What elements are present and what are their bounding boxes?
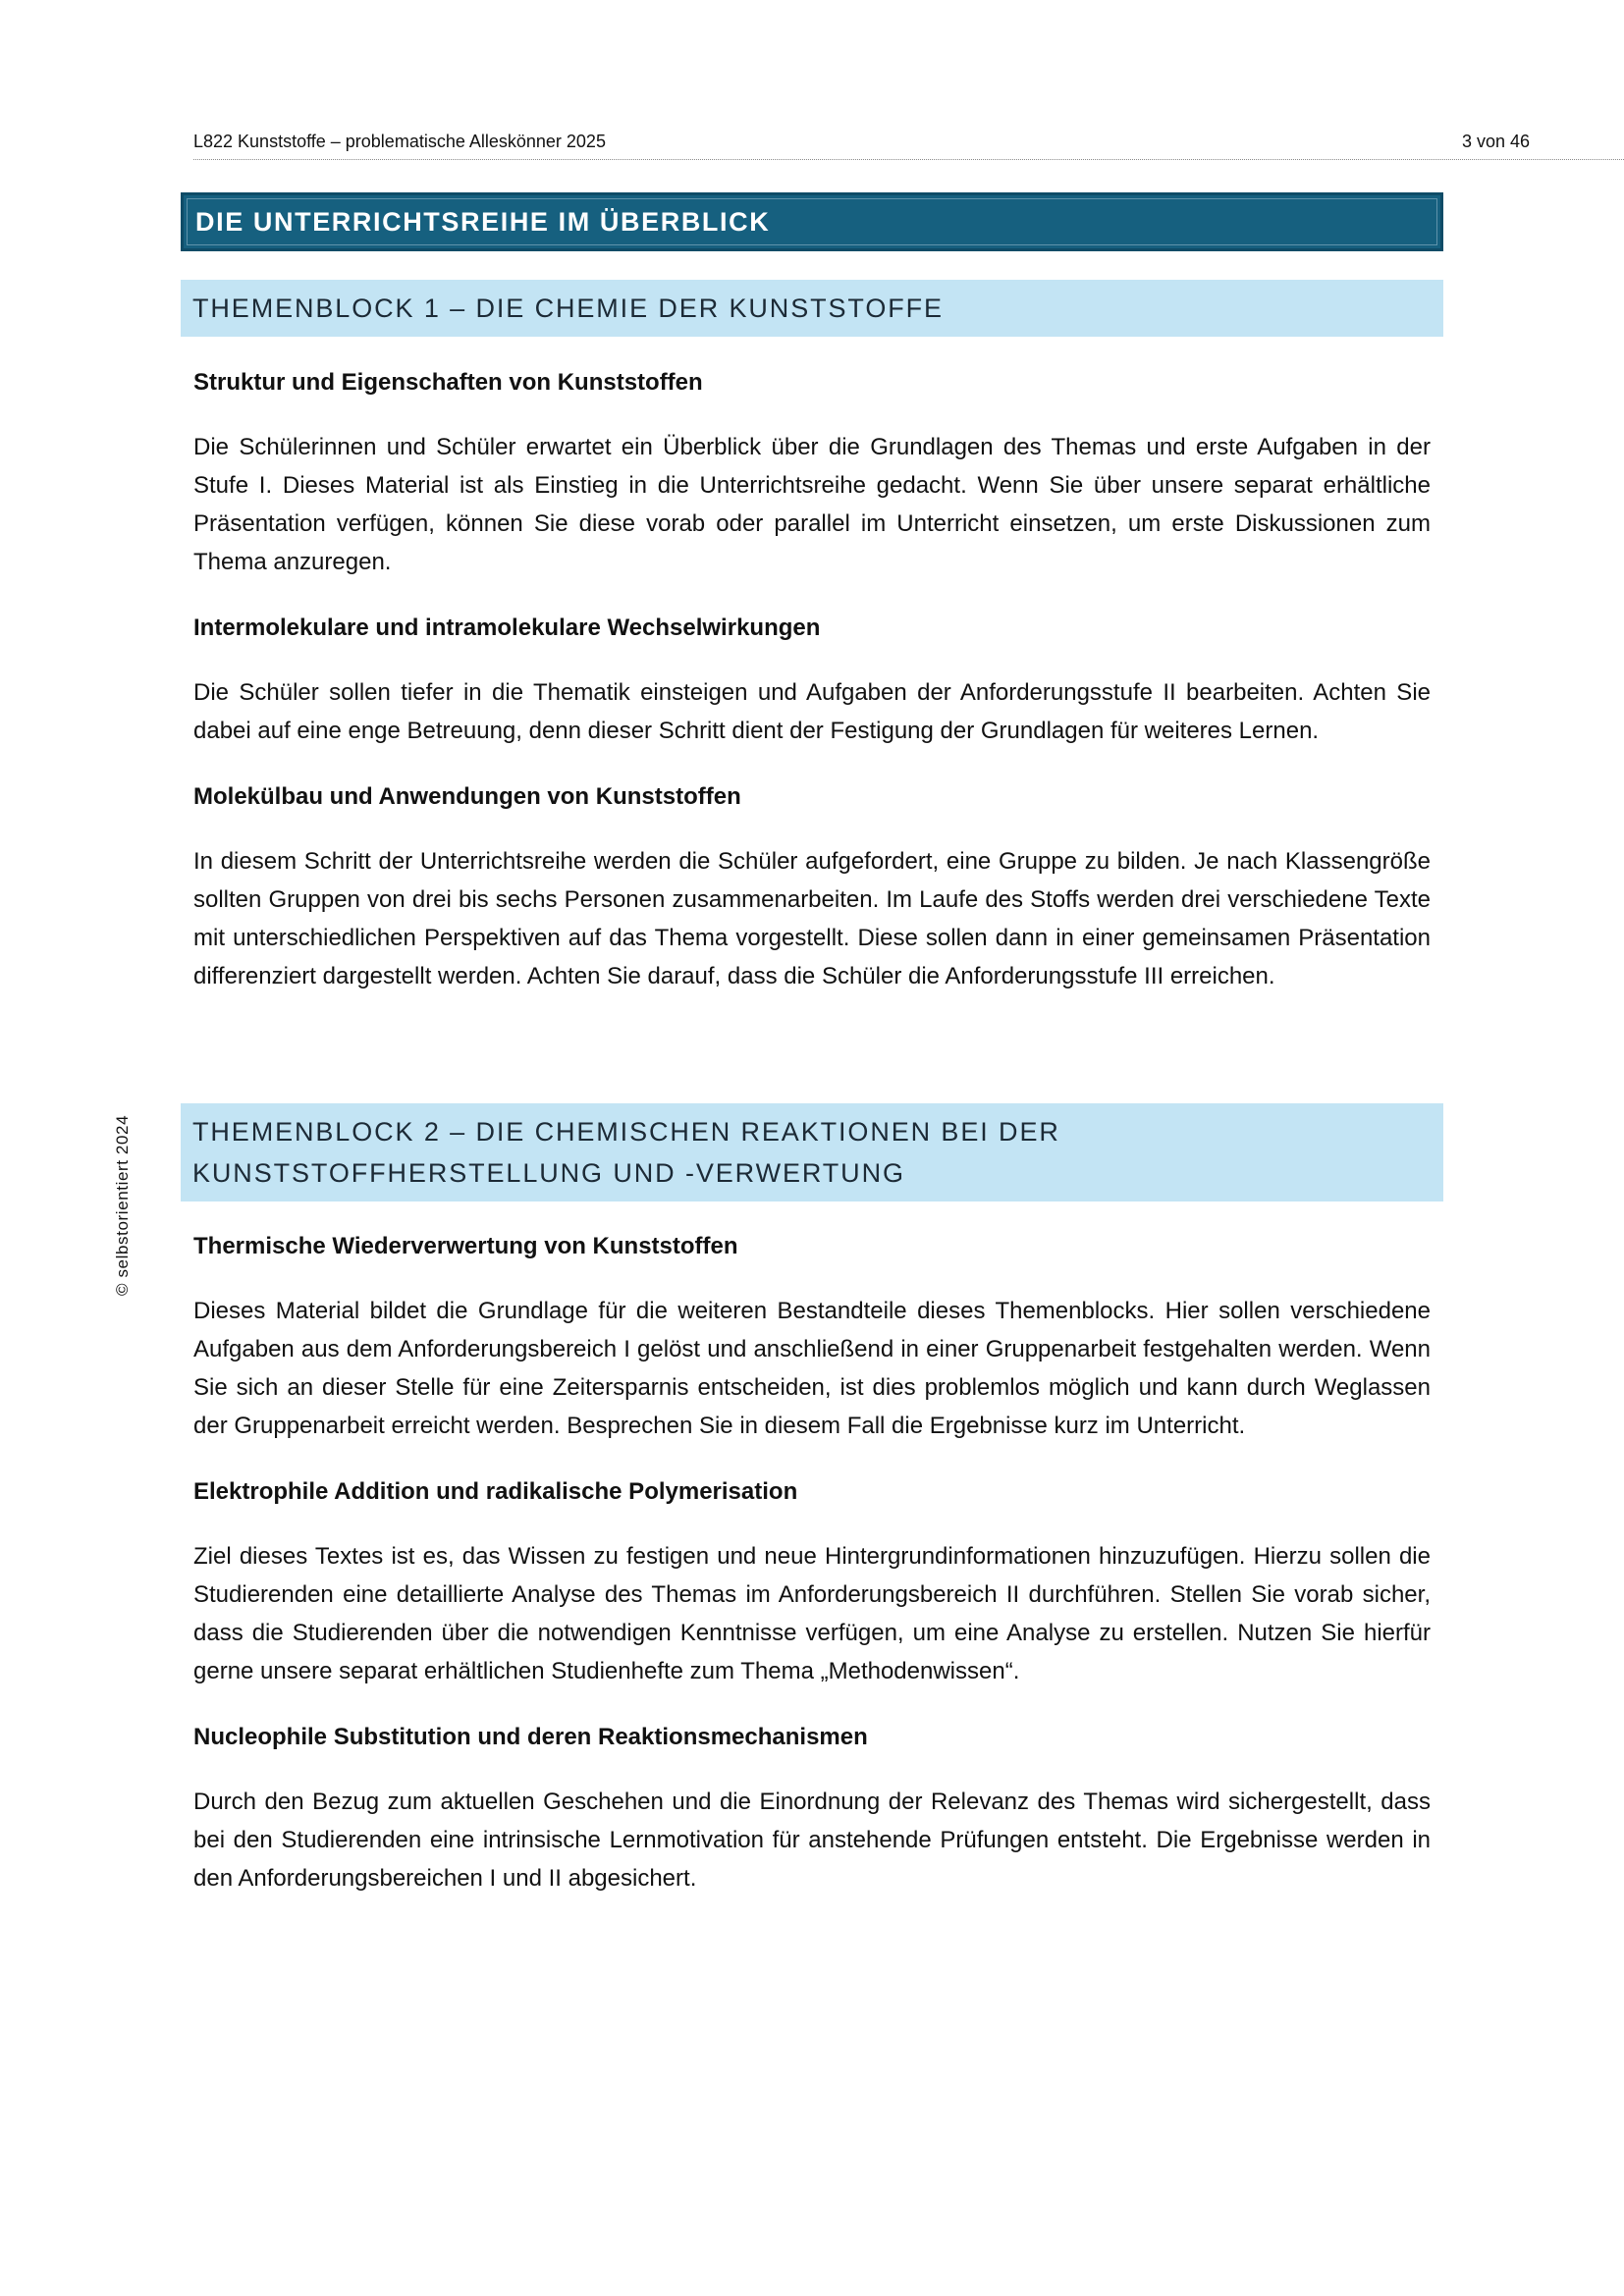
page-header xyxy=(193,130,1624,160)
section-text: Durch den Bezug zum aktuellen Geschehen und die Einordnung der Relevanz des Themas wird sichergestellt, dass bei den Studierenden eine intrinsische Lernmotivation für anstehende Prüfungen entsteht. Die Ergebnisse werden in den Anforderungsbereichen I und II abgesichert. xyxy=(193,1789,1431,1892)
section-text: Ziel dieses Textes ist es, das Wissen zu festigen und neue Hintergrundinformationen hinzuzufügen. Hierzu sollen die Studierenden eine detaillierte Analyse des Themas im Anforderungsbereich II durchführen. Stellen Sie vorab sicher, dass die Studierenden über die notwendigen Kenntnisse verfügen, um eine Analyse zu erstellen. Nutzen Sie hierfür gerne unsere separat erhältlichen Studienhefte zum Thema „Methodenwissen“. xyxy=(193,1543,1431,1684)
themenblock-2-heading-line-1: THEMENBLOCK 2 – DIE CHEMISCHEN REAKTIONEN BEI DER xyxy=(192,1117,1060,1147)
page-number: 3 von 46 xyxy=(1462,132,1531,151)
section-title: Struktur und Eigenschaften von Kunststoffen xyxy=(193,369,703,396)
section-title: Intermolekulare und intramolekulare Wechselwirkungen xyxy=(193,614,821,641)
themenblock-2-heading-line-2: KUNSTSTOFFHERSTELLUNG UND -VERWERTUNG xyxy=(192,1158,905,1188)
document-title: L822 Kunststoffe – problematische Alleskönner 2025 xyxy=(193,132,606,151)
section-title: Thermische Wiederverwertung von Kunststoffen xyxy=(193,1233,738,1259)
themenblock-2-heading xyxy=(181,1103,1443,1201)
section-title: Nucleophile Substitution und deren Reaktionsmechanismen xyxy=(193,1724,868,1750)
section-text: Die Schülerinnen und Schüler erwartet ein Überblick über die Grundlagen des Themas und erste Aufgaben in der Stufe I. Dieses Material ist als Einstieg in die Unterrichtsreihe gedacht. Wenn Sie über unsere separat erhältliche Präsentation verfügen, können Sie diese vorab oder parallel im Unterricht einsetzen, um erste Diskussionen zum Thema anzuregen. xyxy=(193,434,1431,575)
themenblock-1-heading: THEMENBLOCK 1 – DIE CHEMIE DER KUNSTSTOFFE xyxy=(181,280,1443,337)
section-text: Die Schüler sollen tiefer in die Thematik einsteigen und Aufgaben der Anforderungsstufe II bearbeiten. Achten Sie dabei auf eine enge Betreuung, denn dieser Schritt dient der Festigung der Grundlagen für weiteres Lernen. xyxy=(193,679,1431,744)
section-title: Molekülbau und Anwendungen von Kunststoffen xyxy=(193,783,741,810)
section-title: Elektrophile Addition und radikalische Polymerisation xyxy=(193,1478,798,1505)
themenblock-2-content xyxy=(193,1227,1431,1897)
copyright-notice: © selbstorientiert 2024 xyxy=(113,1114,132,1296)
page-title: DIE UNTERRICHTSREIHE IM ÜBERBLICK xyxy=(181,192,1443,251)
section-text: In diesem Schritt der Unterrichtsreihe werden die Schüler aufgefordert, eine Gruppe zu bilden. Je nach Klassengröße sollten Gruppen von drei bis sechs Personen zusammenarbeiten. Im Laufe des Stoffs werden drei verschiedene Texte mit unterschiedlichen Perspektiven auf das Thema vorgestellt. Diese sollen dann in einer gemeinsamen Präsentation differenziert dargestellt werden. Achten Sie darauf, dass die Schüler die Anforderungsstufe III erreichen. xyxy=(193,848,1431,989)
themenblock-1-content xyxy=(193,363,1431,995)
section-text: Dieses Material bildet die Grundlage für die weiteren Bestandteile dieses Themenblocks. Hier sollen verschiedene Aufgaben aus dem Anforderungsbereich I gelöst und anschließend in einer Gruppenarbeit festgehalten werden. Wenn Sie sich an dieser Stelle für eine Zeitersparnis entscheiden, ist dies problemlos möglich und kann durch Weglassen der Gruppenarbeit erreicht werden. Besprechen Sie in diesem Fall die Ergebnisse kurz im Unterricht. xyxy=(193,1298,1431,1439)
